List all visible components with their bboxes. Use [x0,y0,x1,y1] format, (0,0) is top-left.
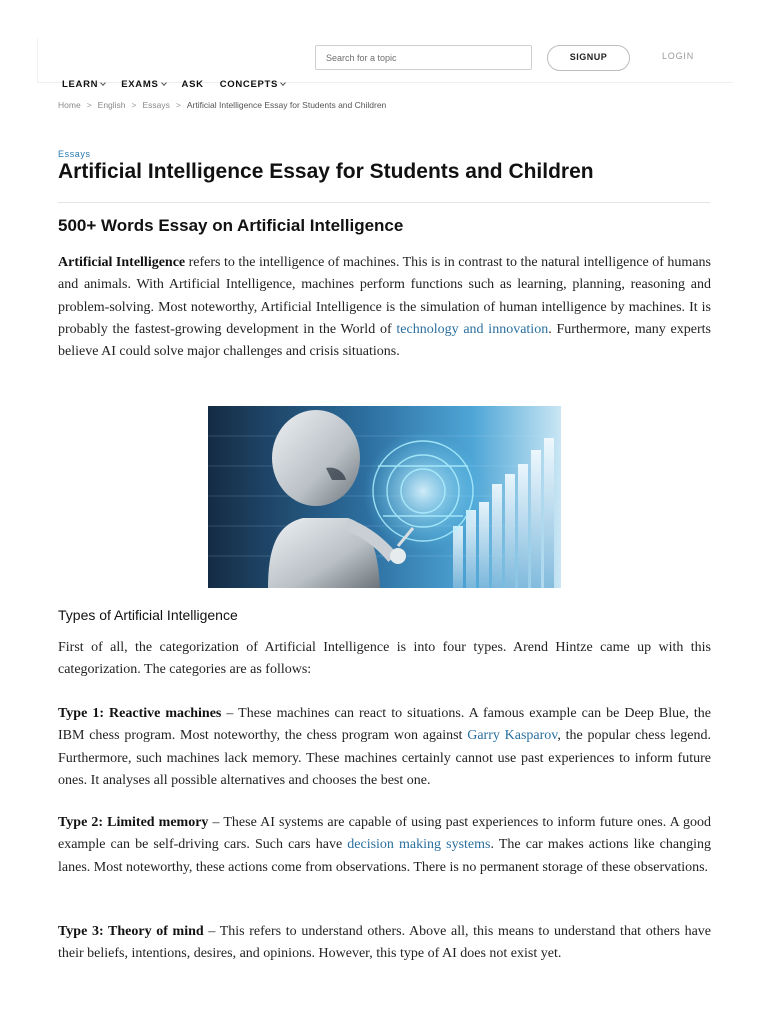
chevron-down-icon [100,80,106,86]
chevron-down-icon [280,80,286,86]
chevron-down-icon [161,80,167,86]
kasparov-link[interactable]: Garry Kasparov [467,728,558,744]
nav-item-label: EXAMS [121,78,159,90]
types-intro-paragraph: First of all, the categorization of Artificial Intelligence is into four types. Arend Hintze came up with this categorization. The categories are as follows: [58,640,711,678]
login-link[interactable]: LOGIN [662,51,695,61]
article-subtitle: 500+ Words Essay on Artificial Intelligence [58,216,404,235]
bold-term: Artificial Intelligence [58,255,186,270]
paragraph-text: . The car makes actions like changing lanes. Most noteworthy, these actions come from observations. There is no permanent storage of these observations. [58,837,711,875]
nav-item-label: ASK [181,78,204,90]
nav-item-exams[interactable] [121,79,165,90]
category-link[interactable]: Essays [58,149,91,159]
intro-paragraph [58,252,711,363]
nav-item-label: CONCEPTS [219,78,279,90]
paragraph-text: – This refers to understand others. Above all, this means to understand that others have their beliefs, intentions, desires, and opinions. However, this type of AI does not exist yet. [58,924,711,962]
bold-term: Type 1: Reactive machines [58,706,222,721]
type3-paragraph [58,921,711,966]
breadcrumb-separator: > [175,100,181,110]
page-title: Artificial Intelligence Essay for Students and Children [58,160,594,183]
divider [58,202,710,203]
nav-item-label: LEARN [62,78,99,90]
robot-hero-image [208,406,561,588]
breadcrumb-separator: > [86,100,92,110]
breadcrumb-home[interactable]: Home [58,100,81,110]
breadcrumb-essays[interactable]: Essays [142,100,170,110]
nav-item-ask[interactable] [182,79,204,90]
main-nav [62,78,301,90]
breadcrumb [58,100,386,110]
breadcrumb-separator: > [131,100,137,110]
paragraph-text: – These AI systems are capable of using past experiences to inform future ones. A good example can be self-driving cars. Such cars have [58,815,712,853]
paragraph-text: . Furthermore, many experts believe AI could solve major challenges and crisis situations. [58,321,711,360]
search-input[interactable] [315,45,532,70]
paragraph-text: – These machines can react to situations. A famous example can be Deep Blue, the IBM chess program. Most noteworthy, the chess program won against [58,706,712,744]
bold-term: Type 2: Limited memory [58,815,209,830]
nav-item-concepts[interactable] [220,79,285,90]
type2-paragraph [58,812,711,879]
technology-link[interactable]: technology and innovation [396,321,549,337]
section-heading: Types of Artificial Intelligence [58,607,238,623]
type1-paragraph [58,703,711,792]
breadcrumb-current: Artificial Intelligence Essay for Students and Children [186,100,387,110]
bold-term: Type 3: Theory of mind [58,924,204,939]
paragraph-text: , the popular chess legend. Furthermore, such machines lack memory. These machines certainly cannot use past experiences to inform future ones. It analyses all possible alternatives and chooses the best one. [58,728,712,788]
nav-item-learn[interactable] [62,79,105,90]
decision-systems-link[interactable]: decision making systems [347,837,491,853]
paragraph-text: refers to the intelligence of machines. This is in contrast to the natural intelligence of humans and animals. With Artificial Intelligence, machines perform functions such as learning, planning, reasoning and problem-solving. Most noteworthy, Artificial Intelligence is the simulation of human intelligence by machines. It is probably the fastest-growing development in the World of [58,255,711,337]
breadcrumb-english[interactable]: English [97,100,126,110]
signup-button[interactable]: SIGNUP [547,45,630,71]
